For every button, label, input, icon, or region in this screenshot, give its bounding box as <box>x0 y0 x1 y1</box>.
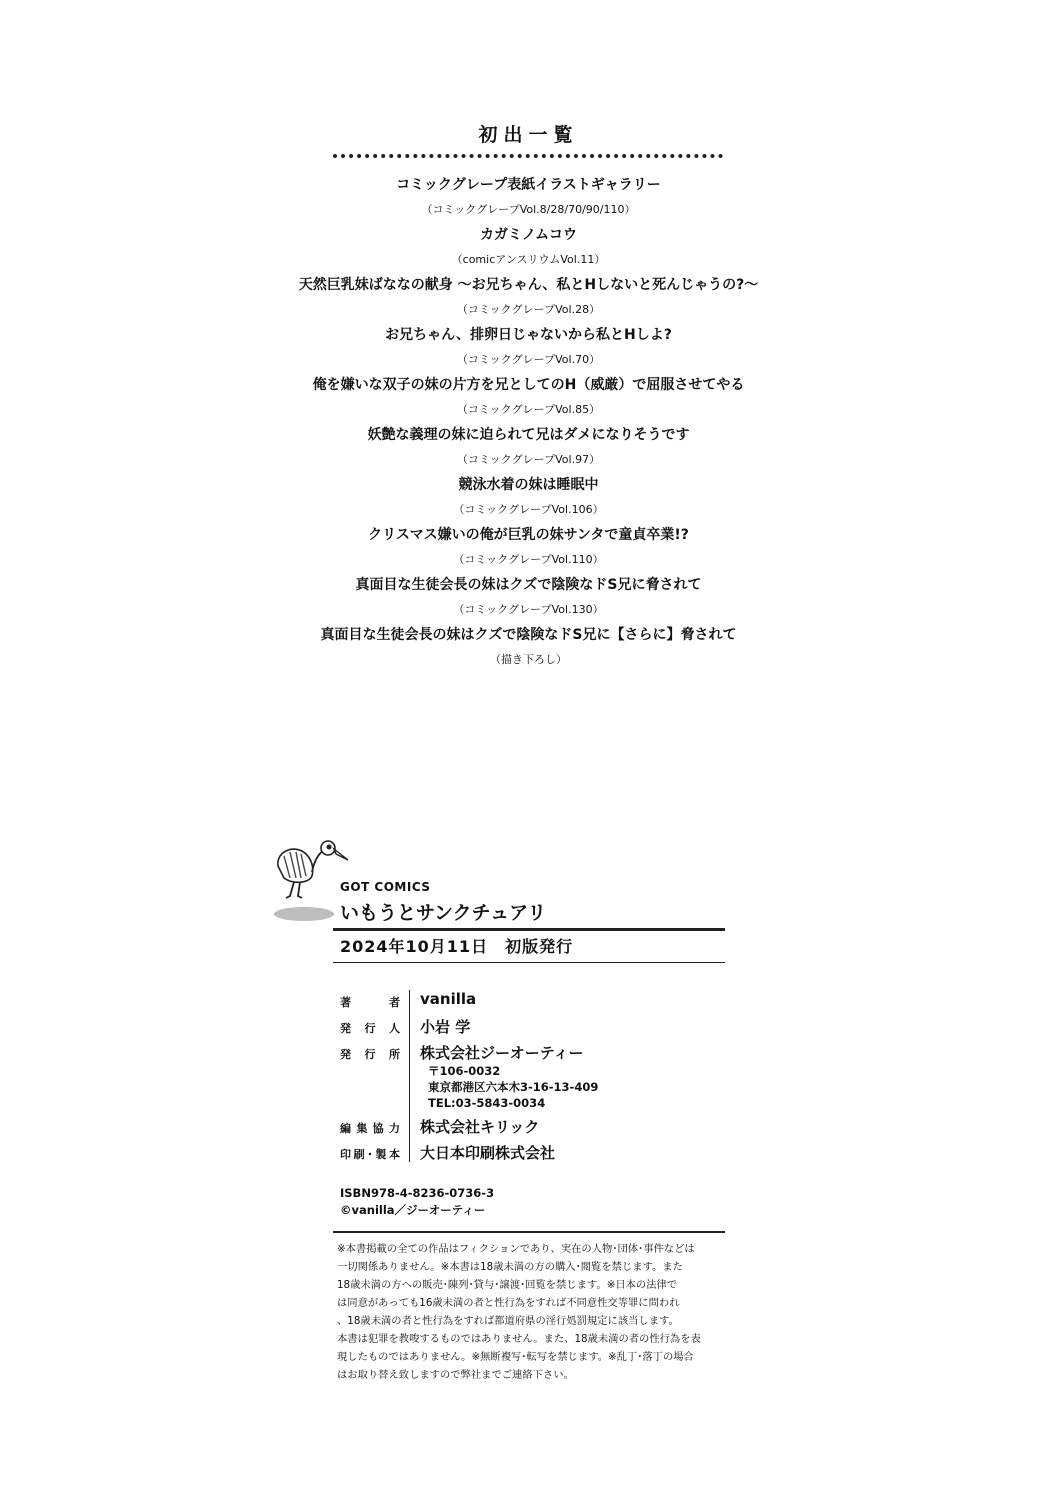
book-title: いもうとサンクチュアリ <box>340 902 547 924</box>
toc-entry-source: （コミックグレープVol.130） <box>453 603 604 616</box>
toc-entry <box>0 422 1057 472</box>
toc-entry-source: （コミックグレープVol.28） <box>456 303 601 316</box>
toc-entry-title: コミックグレープ表紙イラストギャラリー <box>396 177 661 193</box>
copyright: ©vanilla／ジーオーティー <box>340 1203 486 1217</box>
toc-entry-source: （コミックグレープVol.106） <box>453 503 604 516</box>
toc-entry-title: 天然巨乳妹ばななの献身 ～お兄ちゃん、私とHしないと死んじゃうの?～ <box>298 277 759 293</box>
toc-entry-title: 競泳水着の妹は睡眠中 <box>458 477 599 493</box>
toc-entry-source: （コミックグレープVol.85） <box>456 403 601 416</box>
toc-entry-title: 妖艶な義理の妹に迫られて兄はダメになりそうです <box>367 427 690 443</box>
credit-value: 小岩 学 <box>420 1018 471 1036</box>
credit-label: 編集協力 <box>340 1122 400 1135</box>
toc-entry-title: お兄ちゃん、排卵日じゃないから私とHしよ? <box>385 327 672 343</box>
toc-entry-title: 俺を嫌いな双子の妹の片方を兄としてのH（威厳）で屈服させてやる <box>312 377 745 393</box>
notice-line: は同意があっても16歳未満の者と性行為をすれば不同意性交等罪に問われ <box>337 1297 680 1309</box>
title-divider <box>333 928 725 931</box>
publisher-address <box>428 1063 598 1111</box>
credit-value: 株式会社ジーオーティー <box>420 1044 584 1062</box>
toc-entry <box>0 172 1057 222</box>
credit-label: 発行人 <box>340 1022 400 1035</box>
notice-line: 本書は犯罪を教唆するものではありません。また、18歳未満の者の性行為を表 <box>337 1333 701 1345</box>
credit-value: vanilla <box>420 990 477 1008</box>
credit-value: 株式会社キリック <box>420 1118 540 1136</box>
toc-entry <box>0 622 1057 672</box>
toc-list <box>0 172 1057 672</box>
toc-entry <box>0 572 1057 622</box>
toc-entry-source: （描き下ろし） <box>490 653 567 666</box>
toc-entry <box>0 272 1057 322</box>
toc-entry <box>0 222 1057 272</box>
notice-divider <box>333 1231 725 1233</box>
toc-entry <box>0 322 1057 372</box>
toc-entry-source: （コミックグレープVol.8/28/70/90/110） <box>421 203 636 216</box>
notice-line: ※本書掲載の全ての作品はフィクションであり、実在の人物･団体･事件などは <box>337 1243 695 1255</box>
legal-notice <box>337 1240 725 1384</box>
notice-line: 一切関係ありません。※本書は18歳未満の方の購入･閲覧を禁じます。また <box>337 1261 683 1273</box>
credits-vertical-divider <box>409 990 410 1162</box>
isbn-block <box>340 1185 494 1219</box>
toc-entry-title: 真面目な生徒会長の妹はクズで陰険なドS兄に脅されて <box>355 577 702 593</box>
street-address: 東京都港区六本木3-16-13-409 <box>428 1080 599 1094</box>
credit-value: 大日本印刷株式会社 <box>420 1144 556 1162</box>
credit-label: 印刷･製本 <box>340 1148 400 1161</box>
isbn: ISBN978-4-8236-0736-3 <box>340 1186 495 1200</box>
toc-entry <box>0 522 1057 572</box>
credit-label: 発行所 <box>340 1048 400 1061</box>
notice-line: はお取り替え致しますので弊社までご連絡下さい。 <box>337 1369 574 1381</box>
dotted-divider <box>333 154 723 158</box>
credit-label: 著者 <box>340 996 400 1009</box>
date-divider <box>333 962 725 963</box>
toc-title: 初出一覧 <box>478 124 579 146</box>
toc-entry <box>0 472 1057 522</box>
postal-code: 〒106-0032 <box>428 1064 501 1078</box>
notice-line: 、18歳未満の者と性行為をすれば都道府県の淫行処罰規定に該当します。 <box>337 1315 679 1327</box>
notice-line: 現したものではありません。※無断複写･転写を禁じます。※乱丁･落丁の場合 <box>337 1351 694 1363</box>
toc-entry-source: （コミックグレープVol.110） <box>453 553 604 566</box>
toc-entry-source: （コミックグレープVol.97） <box>456 453 601 466</box>
notice-line: 18歳未満の方への販売･陳列･貸与･譲渡･回覧を禁じます。※日本の法律で <box>337 1279 678 1291</box>
publication-date: 2024年10月11日 初版発行 <box>340 937 574 956</box>
toc-entry <box>0 372 1057 422</box>
telephone: TEL:03-5843-0034 <box>428 1096 546 1110</box>
toc-entry-source: （コミックグレープVol.70） <box>456 353 601 366</box>
imprint-label: GOT COMICS <box>340 880 431 894</box>
toc-entry-title: カガミノムコウ <box>479 227 578 243</box>
toc-entry-source: （comicアンスリウムVol.11） <box>451 253 606 266</box>
toc-entry-title: 真面目な生徒会長の妹はクズで陰険なドS兄に【さらに】脅されて <box>320 627 737 643</box>
toc-entry-title: クリスマス嫌いの俺が巨乳の妹サンタで童貞卒業!? <box>368 527 689 543</box>
